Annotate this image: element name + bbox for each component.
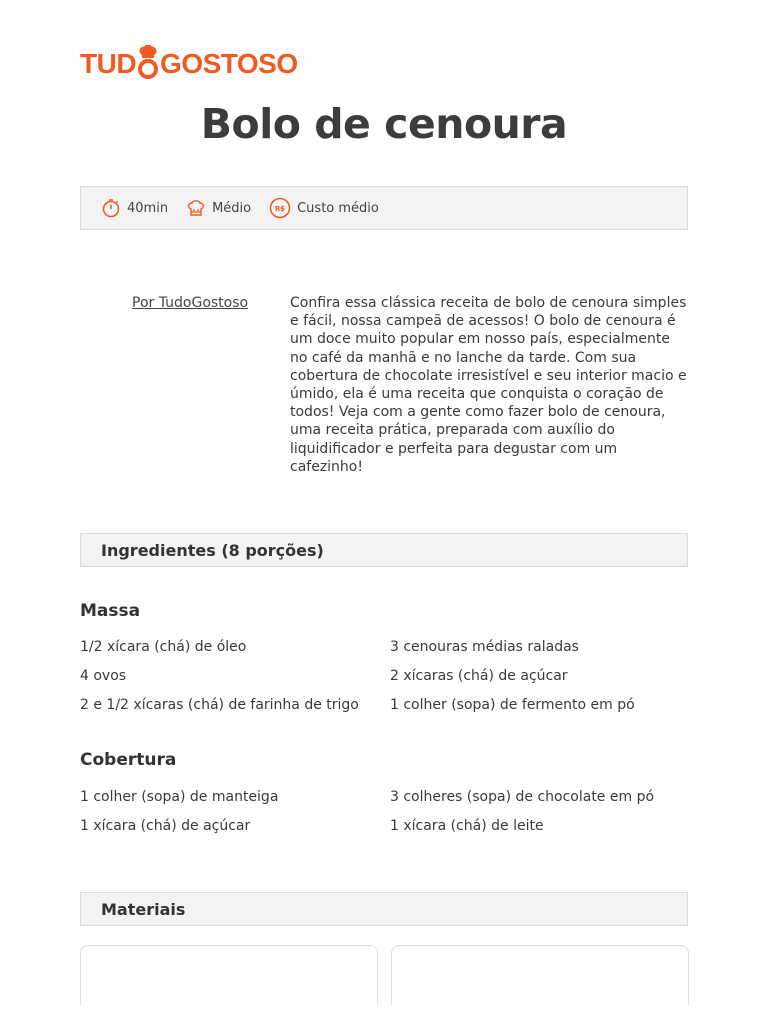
ingredient-item: 1 xícara (chá) de açúcar [80, 818, 251, 834]
ingredient-group-title: Massa [80, 601, 141, 621]
material-card[interactable] [80, 945, 378, 1005]
meta-difficulty-label: Médio [212, 200, 252, 216]
ingredient-list-cobertura [80, 788, 690, 836]
svg-text:R$: R$ [274, 205, 286, 213]
ingredient-list-massa [80, 638, 690, 715]
ingredients-heading-label: Ingredientes (8 porções) [101, 540, 324, 560]
author-link[interactable]: Por TudoGostoso [132, 295, 249, 311]
tudogostoso-logo[interactable] [80, 46, 298, 82]
recipe-meta-bar [80, 186, 688, 230]
recipe-title: Bolo de cenoura [200, 100, 568, 148]
ingredient-group-title: Cobertura [80, 750, 177, 770]
ingredient-item: 3 cenouras médias raladas [390, 639, 579, 655]
materials-heading [80, 892, 688, 926]
chef-icon [137, 45, 159, 81]
ingredient-item: 2 e 1/2 xícaras (chá) de farinha de trigo [80, 697, 359, 713]
timer-icon [101, 198, 121, 218]
ingredient-item: 1/2 xícara (chá) de óleo [80, 639, 247, 655]
ingredient-item: 4 ovos [80, 668, 127, 684]
logo-text-right: GOSTOSO [160, 48, 298, 79]
logo-text-left: TUD [80, 48, 137, 79]
ingredient-item: 3 colheres (sopa) de chocolate em pó [390, 789, 655, 805]
chef-hat-icon [186, 198, 206, 218]
meta-difficulty [186, 198, 251, 218]
meta-cost-label: Custo médio [297, 200, 379, 216]
ingredient-item: 2 xícaras (chá) de açúcar [390, 668, 568, 684]
ingredient-item: 1 xícara (chá) de leite [390, 818, 544, 834]
materials-heading-label: Materiais [101, 899, 186, 919]
meta-time [101, 198, 168, 218]
recipe-description: Confira essa clássica receita de bolo de cenoura simples e fácil, nossa campeã de acessos! O bolo de cenoura é um doce muito popular em nosso país, especialmente no café da manhã e no lanche da tarde. Com sua cobertura de chocolate irresistível e seu interior macio e úmido, ela é uma receita que conquista o coração de todos! Veja com a gente como fazer bolo de cenoura, uma receita prática, preparada com auxílio do liquidificador e perfeita para degustar com um cafezinho! [290, 295, 687, 475]
money-icon [269, 197, 291, 219]
material-card[interactable] [391, 945, 689, 1005]
meta-time-label: 40min [127, 200, 169, 216]
meta-cost [269, 197, 379, 219]
ingredients-heading [80, 533, 688, 567]
ingredient-item: 1 colher (sopa) de manteiga [80, 789, 279, 805]
ingredient-item: 1 colher (sopa) de fermento em pó [390, 697, 635, 713]
